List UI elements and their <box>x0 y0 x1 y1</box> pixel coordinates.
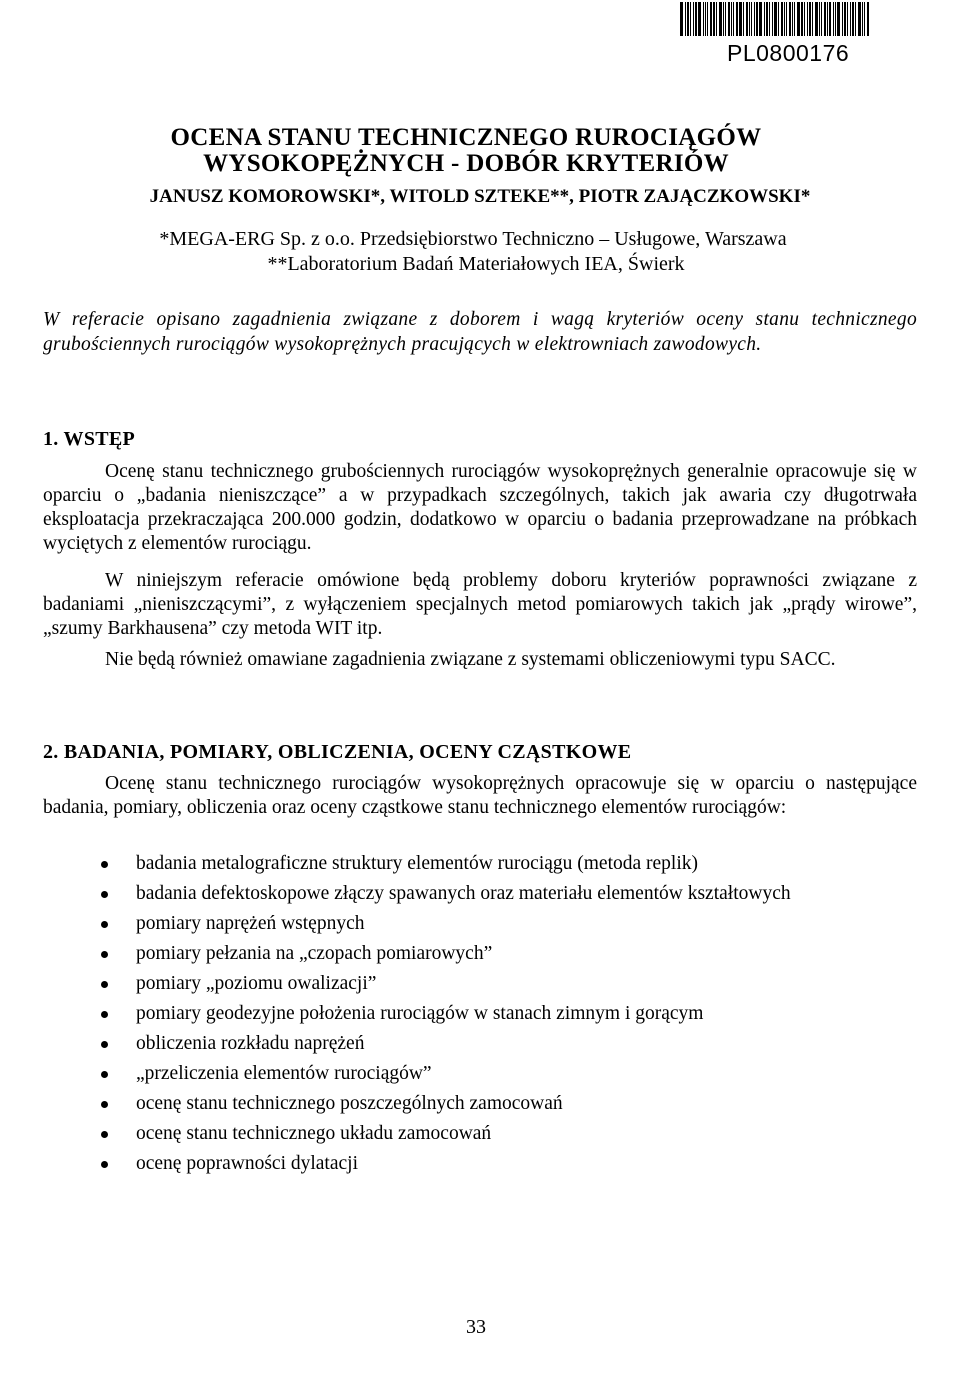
barcode-bar <box>719 2 722 36</box>
paragraph-text: W niniejszym referacie omówione będą problemy doboru kryteriów poprawności związane z badaniami „nieniszczącymi”, z wyłączeniem specjalnych metod pomiarowych takich jak „prądy wirowe”, „szumy Barkhausena” czy metoda WIT itp. <box>43 570 917 639</box>
list-item: badania metalograficzne struktury elementów rurociągu (metoda replik) <box>96 852 796 876</box>
barcode-bar <box>764 2 765 36</box>
barcode-bar <box>867 2 869 36</box>
barcode-bar <box>749 2 750 36</box>
barcode-bar <box>766 2 768 36</box>
barcode-bar <box>852 2 854 36</box>
barcode-bar <box>801 2 803 36</box>
document-id: PL0800176 <box>727 40 850 66</box>
barcode-bar <box>837 2 840 36</box>
barcode-bar <box>736 2 738 36</box>
barcode-bar <box>733 2 734 36</box>
barcode-bar <box>858 2 861 36</box>
affiliation-1: *MEGA-ERG Sp. z o.o. Przedsiębiorstwo Techniczno – Usługowe, Warszawa <box>159 228 787 250</box>
barcode-bar <box>807 2 808 36</box>
barcode-bar <box>685 2 686 36</box>
barcode-bar <box>703 2 704 36</box>
barcode-bar <box>862 2 863 36</box>
barcode-bar <box>725 2 726 36</box>
barcode-bar <box>746 2 748 36</box>
barcode-bars <box>680 2 890 36</box>
barcode-bar <box>710 2 712 36</box>
barcode-bar <box>690 2 691 36</box>
barcode-bar <box>759 2 762 36</box>
barcode-bar <box>743 2 744 36</box>
section-1-paragraph-1 <box>43 460 917 556</box>
paragraph-text: Ocenę stanu technicznego rurociągów wysokoprężnych opracowuje się w oparciu o następujące badania, pomiary, obliczenia oraz oceny cząstkowe stanu technicznego elementów rurociągów: <box>43 773 917 818</box>
barcode-bar <box>723 2 724 36</box>
barcode-bar <box>781 2 783 36</box>
section-1-paragraph-3 <box>43 648 917 672</box>
barcode-bar <box>756 2 758 36</box>
section-2-intro <box>43 772 917 820</box>
list-item: badania defektoskopowe złączy spawanych oraz materiału elementów kształtowych <box>96 882 796 906</box>
barcode-bar <box>797 2 800 36</box>
authors: JANUSZ KOMOROWSKI*, WITOLD SZTEKE**, PIOTR ZAJĄCZKOWSKI* <box>149 186 811 207</box>
list-item: pomiary naprężeń wstępnych <box>96 912 796 936</box>
list-item: pomiary pełzania na „czopach pomiarowych” <box>96 942 796 966</box>
paragraph-text: Nie będą również omawiane zagadnienia związane z systemami obliczeniowymi typu SACC. <box>105 649 836 670</box>
barcode-bar <box>794 2 795 36</box>
barcode-bar <box>824 2 826 36</box>
barcode-bar <box>774 2 777 36</box>
list-item: obliczenia rozkładu naprężeń <box>96 1032 796 1056</box>
barcode-bar <box>680 2 683 36</box>
barcode-bar <box>693 2 694 36</box>
title-line-1: OCENA STANU TECHNICZNEGO RUROCIĄGÓW <box>170 124 762 151</box>
barcode-bar <box>850 2 851 36</box>
list-item: pomiary „poziomu owalizacji” <box>96 972 796 996</box>
barcode-bar <box>786 2 787 36</box>
barcode-bar <box>864 2 865 36</box>
abstract: W referacie opisano zagadnienia związane z doborem i wagą kryteriów oceny stanu technicznego grubościennych rurociągów wysokoprężnych pracujących w elektrowniach zawodowych. <box>43 309 917 355</box>
barcode-bar <box>769 2 770 36</box>
barcode-bar <box>695 2 697 36</box>
barcode-bar <box>707 2 708 36</box>
page-number: 33 <box>466 1316 486 1338</box>
barcode-bar <box>792 2 793 36</box>
list-item: ocenę stanu technicznego poszczególnych zamocowań <box>96 1092 796 1116</box>
barcode-bar <box>821 2 822 36</box>
barcode-bar <box>728 2 730 36</box>
barcode-bar <box>847 2 848 36</box>
barcode <box>680 2 890 36</box>
barcode-bar <box>731 2 732 36</box>
barcode-bar <box>815 2 818 36</box>
barcode-bar <box>809 2 811 36</box>
barcode-bar <box>772 2 773 36</box>
barcode-bar <box>829 2 831 36</box>
barcode-bar <box>804 2 805 36</box>
section-2-heading: 2. BADANIA, POMIARY, OBLICZENIA, OCENY CZĄSTKOWE <box>43 741 632 763</box>
barcode-bar <box>819 2 820 36</box>
list-item: ocenę poprawności dylatacji <box>96 1152 796 1176</box>
barcode-bar <box>844 2 846 36</box>
barcode-bar <box>855 2 856 36</box>
barcode-bar <box>754 2 755 36</box>
barcode-bar <box>698 2 701 36</box>
section-1-heading: 1. WSTĘP <box>43 428 136 450</box>
barcode-bar <box>827 2 828 36</box>
barcode-bar <box>716 2 717 36</box>
barcode-bar <box>751 2 752 36</box>
barcode-bar <box>705 2 706 36</box>
barcode-bar <box>833 2 834 36</box>
barcode-bar <box>835 2 836 36</box>
barcode-bar <box>739 2 742 36</box>
barcode-bar <box>789 2 791 36</box>
barcode-bar <box>812 2 813 36</box>
barcode-bar <box>778 2 779 36</box>
list-item: ocenę stanu technicznego układu zamocowań <box>96 1122 796 1146</box>
paragraph-text: Ocenę stanu technicznego grubościennych rurociągów wysokoprężnych generalnie opracowuje się w oparciu o „badania nieniszczące” a w przypadkach szczególnych, takich jak awaria czy długotrwała eksploatacja przekraczająca 200.000 godzin, dodatkowo w oparciu o badania przeprowadzane na próbkach wyciętych z elementów rurociągu. <box>43 461 917 554</box>
barcode-bar <box>687 2 689 36</box>
barcode-bar <box>842 2 843 36</box>
section-1-paragraph-2 <box>43 569 917 641</box>
list-item: pomiary geodezyjne położenia rurociągów w stanach zimnym i gorącym <box>96 1002 796 1026</box>
title-line-2: WYSOKOPĘŻNYCH - DOBÓR KRYTERIÓW <box>203 150 729 177</box>
barcode-bar <box>784 2 785 36</box>
affiliation-2: **Laboratorium Badań Materiałowych IEA, Świerk <box>267 253 685 275</box>
assessment-list <box>96 852 796 1182</box>
list-item: „przeliczenia elementów rurociągów” <box>96 1062 796 1086</box>
barcode-bar <box>713 2 715 36</box>
